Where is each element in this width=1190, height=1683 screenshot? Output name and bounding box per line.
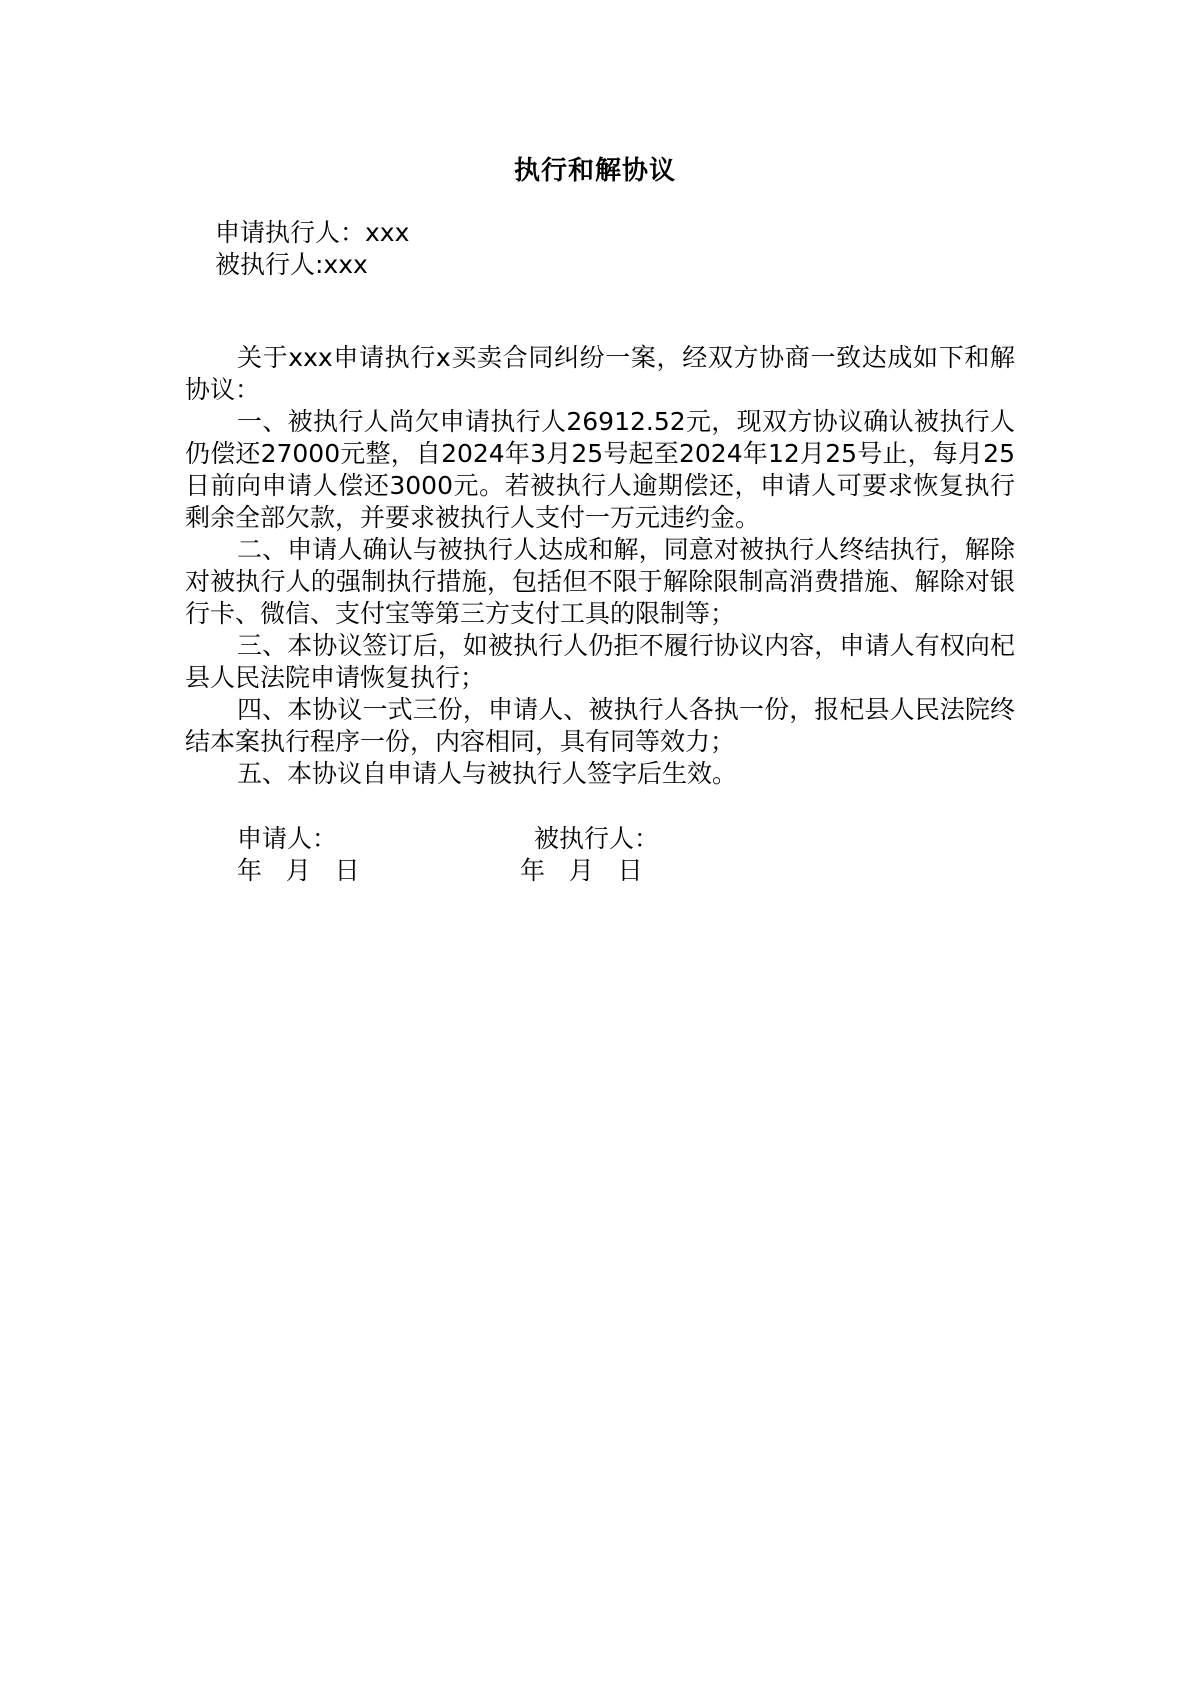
clause-1: 一、被执行人尚欠申请执行人26912.52元，现双方协议确认被执行人仍偿还27000元整，自2024年3月25号起至2024年12月25号止，每月25日前向申请人偿还3000元。若被执行人逾期偿还，申请人可要求恢复执行剩余全部欠款，并要求被执行人支付一万元违约金。 xyxy=(185,407,1015,532)
applicant-line: 申请执行人：xxx xyxy=(215,218,410,247)
date-row xyxy=(237,855,643,887)
agreement-body xyxy=(185,342,1015,790)
clause-2: 二、申请人确认与被执行人达成和解，同意对被执行人终结执行，解除对被执行人的强制执行措施，包括但不限于解除限制高消费措施、解除对银行卡、微信、支付宝等第三方支付工具的限制等； xyxy=(185,535,1015,628)
respondent-line: 被执行人:xxx xyxy=(215,250,368,279)
applicant-signature-label: 申请人： xyxy=(237,824,338,853)
applicant-date: 年 月 日 xyxy=(237,856,360,885)
intro-paragraph: 关于xxx申请执行x买卖合同纠纷一案，经双方协商一致达成如下和解协议： xyxy=(185,343,1015,404)
clause-5: 五、本协议自申请人与被执行人签字后生效。 xyxy=(237,759,738,788)
document-title: 执行和解协议 xyxy=(513,156,676,186)
respondent-date: 年 月 日 xyxy=(520,856,643,885)
respondent-signature-label: 被执行人： xyxy=(534,824,660,853)
signature-row xyxy=(237,823,660,855)
clause-3: 三、本协议签订后，如被执行人仍拒不履行协议内容，申请人有权向杞县人民法院申请恢复执行； xyxy=(185,631,1015,692)
clause-4: 四、本协议一式三份，申请人、被执行人各执一份，报杞县人民法院终结本案执行程序一份，内容相同，具有同等效力； xyxy=(185,695,1015,756)
